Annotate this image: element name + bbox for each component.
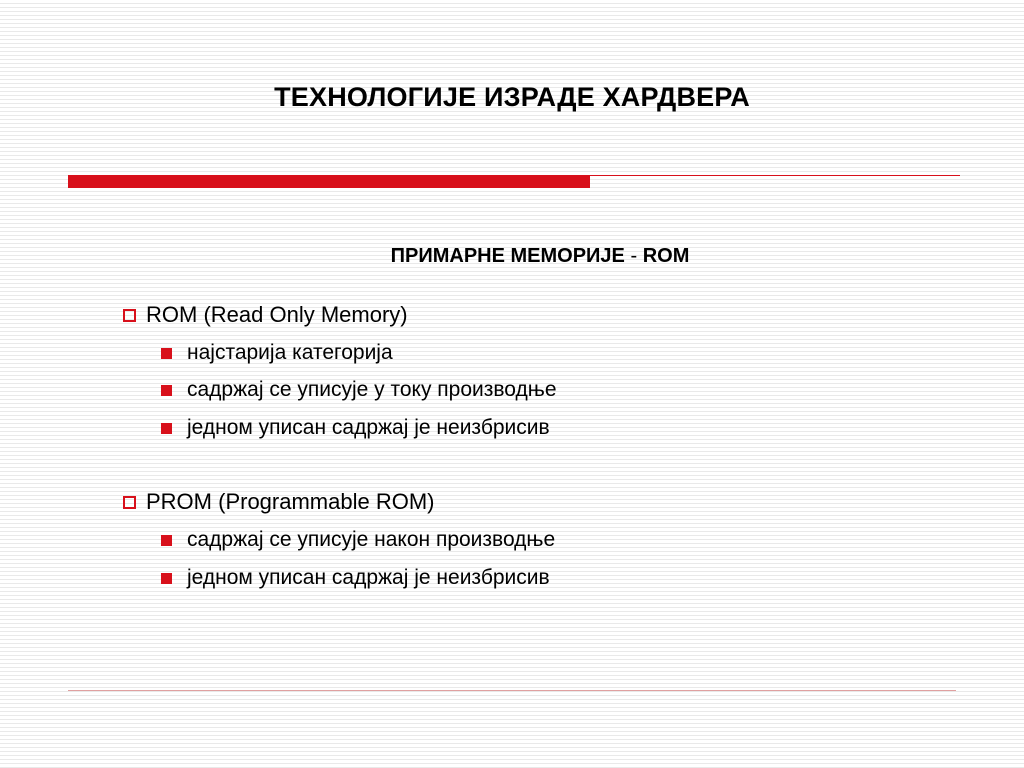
- section-heading-prom: [123, 489, 434, 515]
- solid-square-bullet-icon: [161, 348, 172, 359]
- list-item-text: садржај се уписује након производње: [187, 528, 556, 551]
- title-underline-thin: [590, 175, 960, 176]
- hollow-square-bullet-icon: [123, 309, 136, 322]
- list-item: [161, 341, 393, 365]
- slide-subtitle: [0, 245, 1024, 268]
- footer-divider: [68, 690, 956, 691]
- solid-square-bullet-icon: [161, 423, 172, 434]
- solid-square-bullet-icon: [161, 385, 172, 396]
- list-item: [161, 416, 550, 440]
- subtitle-main: ПРИМАРНЕ МЕМОРИЈЕ: [390, 245, 625, 267]
- section-heading-rom: [123, 302, 408, 328]
- title-underline-bar: [68, 175, 590, 188]
- solid-square-bullet-icon: [161, 535, 172, 546]
- slide-title: ТЕХНОЛОГИЈЕ ИЗРАДЕ ХАРДВЕРА: [274, 82, 750, 112]
- section-heading-label: ROM (Read Only Memory): [146, 302, 408, 327]
- section-heading-label: PROM (Programmable ROM): [146, 489, 435, 514]
- list-item-text: садржај се уписује у току производње: [187, 378, 557, 401]
- list-item-text: најстарија категорија: [187, 341, 393, 364]
- subtitle-separator: -: [630, 245, 638, 267]
- hollow-square-bullet-icon: [123, 496, 136, 509]
- list-item-text: једном уписан садржај је неизбрисив: [187, 416, 550, 439]
- solid-square-bullet-icon: [161, 573, 172, 584]
- list-item-text: једном уписан садржај је неизбрисив: [187, 566, 550, 589]
- subtitle-tail: ROM: [642, 245, 690, 267]
- list-item: [161, 566, 550, 590]
- list-item: [161, 528, 555, 552]
- list-item: [161, 378, 557, 402]
